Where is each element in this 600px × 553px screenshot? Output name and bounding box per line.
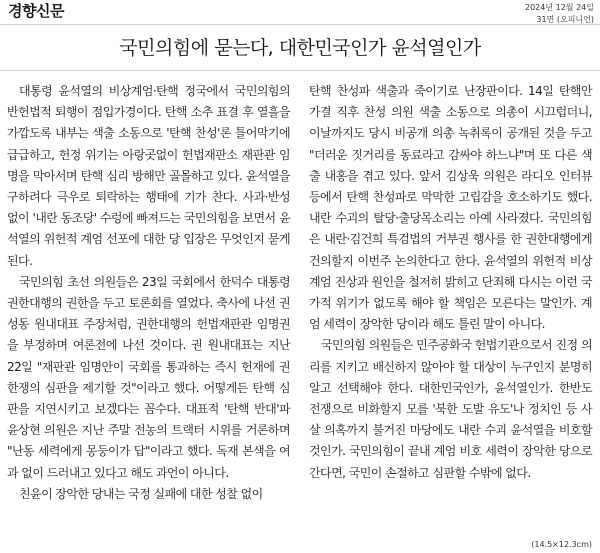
left-paragraph: 대통령 윤석열의 비상계엄·탄핵 정국에서 국민의힘의 반헌법적 퇴행이 점입가경이다. 탄핵 소추 표결 후 열흘을 가깝도록 내부는 색출 소동으로 '탄핵 찬성'론 틀어막기에 급급하고, 헌정 위기는 아랑곳없이 헌법재판소 재판관 임명을 막아서며 탄핵 심리 방해만 골몰하고 있다. 윤석열을 구하려다 극우로 퇴락하는 행태에 기가 찬다. 사과·반성 없이 '내란 동조당' 수렁에 빠져드는 국민의힘을 보면서 윤석열의 위헌적 계엄 선포에 대한 당 입장은 무엇인지 묻게 된다.	[7, 84, 290, 268]
right-column	[309, 81, 592, 484]
left-column	[7, 81, 290, 505]
masthead: 경향신문	[8, 2, 64, 20]
headline-divider	[0, 70, 600, 71]
left-paragraph: 친윤이 장악한 당내는 국정 실패에 대한 성찰 없이	[19, 486, 263, 501]
issue-date: 2024년 12월 24일	[525, 3, 594, 12]
size-note: (14.5×12.3cm)	[531, 540, 592, 549]
dateline	[525, 2, 594, 26]
headline: 국민의힘에 묻는다, 대한민국인가 윤석열인가	[119, 37, 481, 59]
page-info: 31면 (오피니언)	[536, 15, 594, 24]
right-paragraph: 국민의힘 의원들은 민주공화국 헌법기관으로서 진정 의리를 지키고 배신하지 않아야 할 대상이 누구인지 분명히 알고 선택해야 한다. 대한민국인가, 윤석열인가. 한반도 전쟁으로 비화할지 모를 '북한 도발 유도'나 정치인 등 사살 의혹까지 불거진 마당에도 내란 수괴 윤석열을 비호할 것인가. 국민의힘이 끝내 계엄 비호 세력이 장악한 당으로 간다면, 국민이 손절하고 심판할 수밖에 없다.	[309, 338, 592, 480]
top-divider	[0, 24, 600, 25]
left-paragraph: 국민의힘 초선 의원들은 23일 국회에서 한덕수 대통령 권한대행의 권한을 두고 토론회를 열었다. 축사에 나선 권성동 원내대표 주장처럼, 권한대행의 헌법재판관 임명권을 부정하며 여론전에 나선 것이다. 권 원내대표는 지난 22일 "재판관 임명안이 국회를 통과하는 즉시 헌재에 권한쟁의 심판을 제기할 것"이라고 했다. 어떻게든 탄핵 심판을 지연시키고 보겠다는 꼼수다. 대표적 '탄핵 반대'파 윤상현 의원은 지난 주말 전농의 트랙터 시위를 거론하며 "난동 세력에게 몽둥이가 답"이라고 했다. 독재 본색을 여과 없이 드러내고 있다고 해도 과언이 아니다.	[7, 274, 290, 480]
right-paragraph: 탄핵 찬성파 색출과 죽이기로 난장판이다. 14일 탄핵안 가결 직후 찬성 의원 색출 소동으로 의총이 시끄럽더니, 이날까지도 당시 비공개 의총 녹취록이 공개된 것을 두고 "더러운 짓거리를 동료라고 감싸야 하느냐"며 또 다른 색출 내홍을 겪고 있다. 앞서 김상욱 의원은 라디오 인터뷰 등에서 탄핵 찬성파로 막막한 고립감을 호소하기도 했다. 내란 수괴의 탈당·출당목소리는 아예 사라졌다. 국민의힘은 내란·김건희 특검법의 거부권 행사를 한 권한대행에게 건의할지 이번주 논의한다고 한다. 윤석열의 위헌적 비상계엄 진상과 원인을 철저히 밝히고 단죄해 다시는 이런 국가적 위기가 없도록 해야 할 책임은 모른다는 말인가. 계엄 세력이 장악한 당이라 해도 틀린 말이 아니다.	[309, 84, 592, 332]
